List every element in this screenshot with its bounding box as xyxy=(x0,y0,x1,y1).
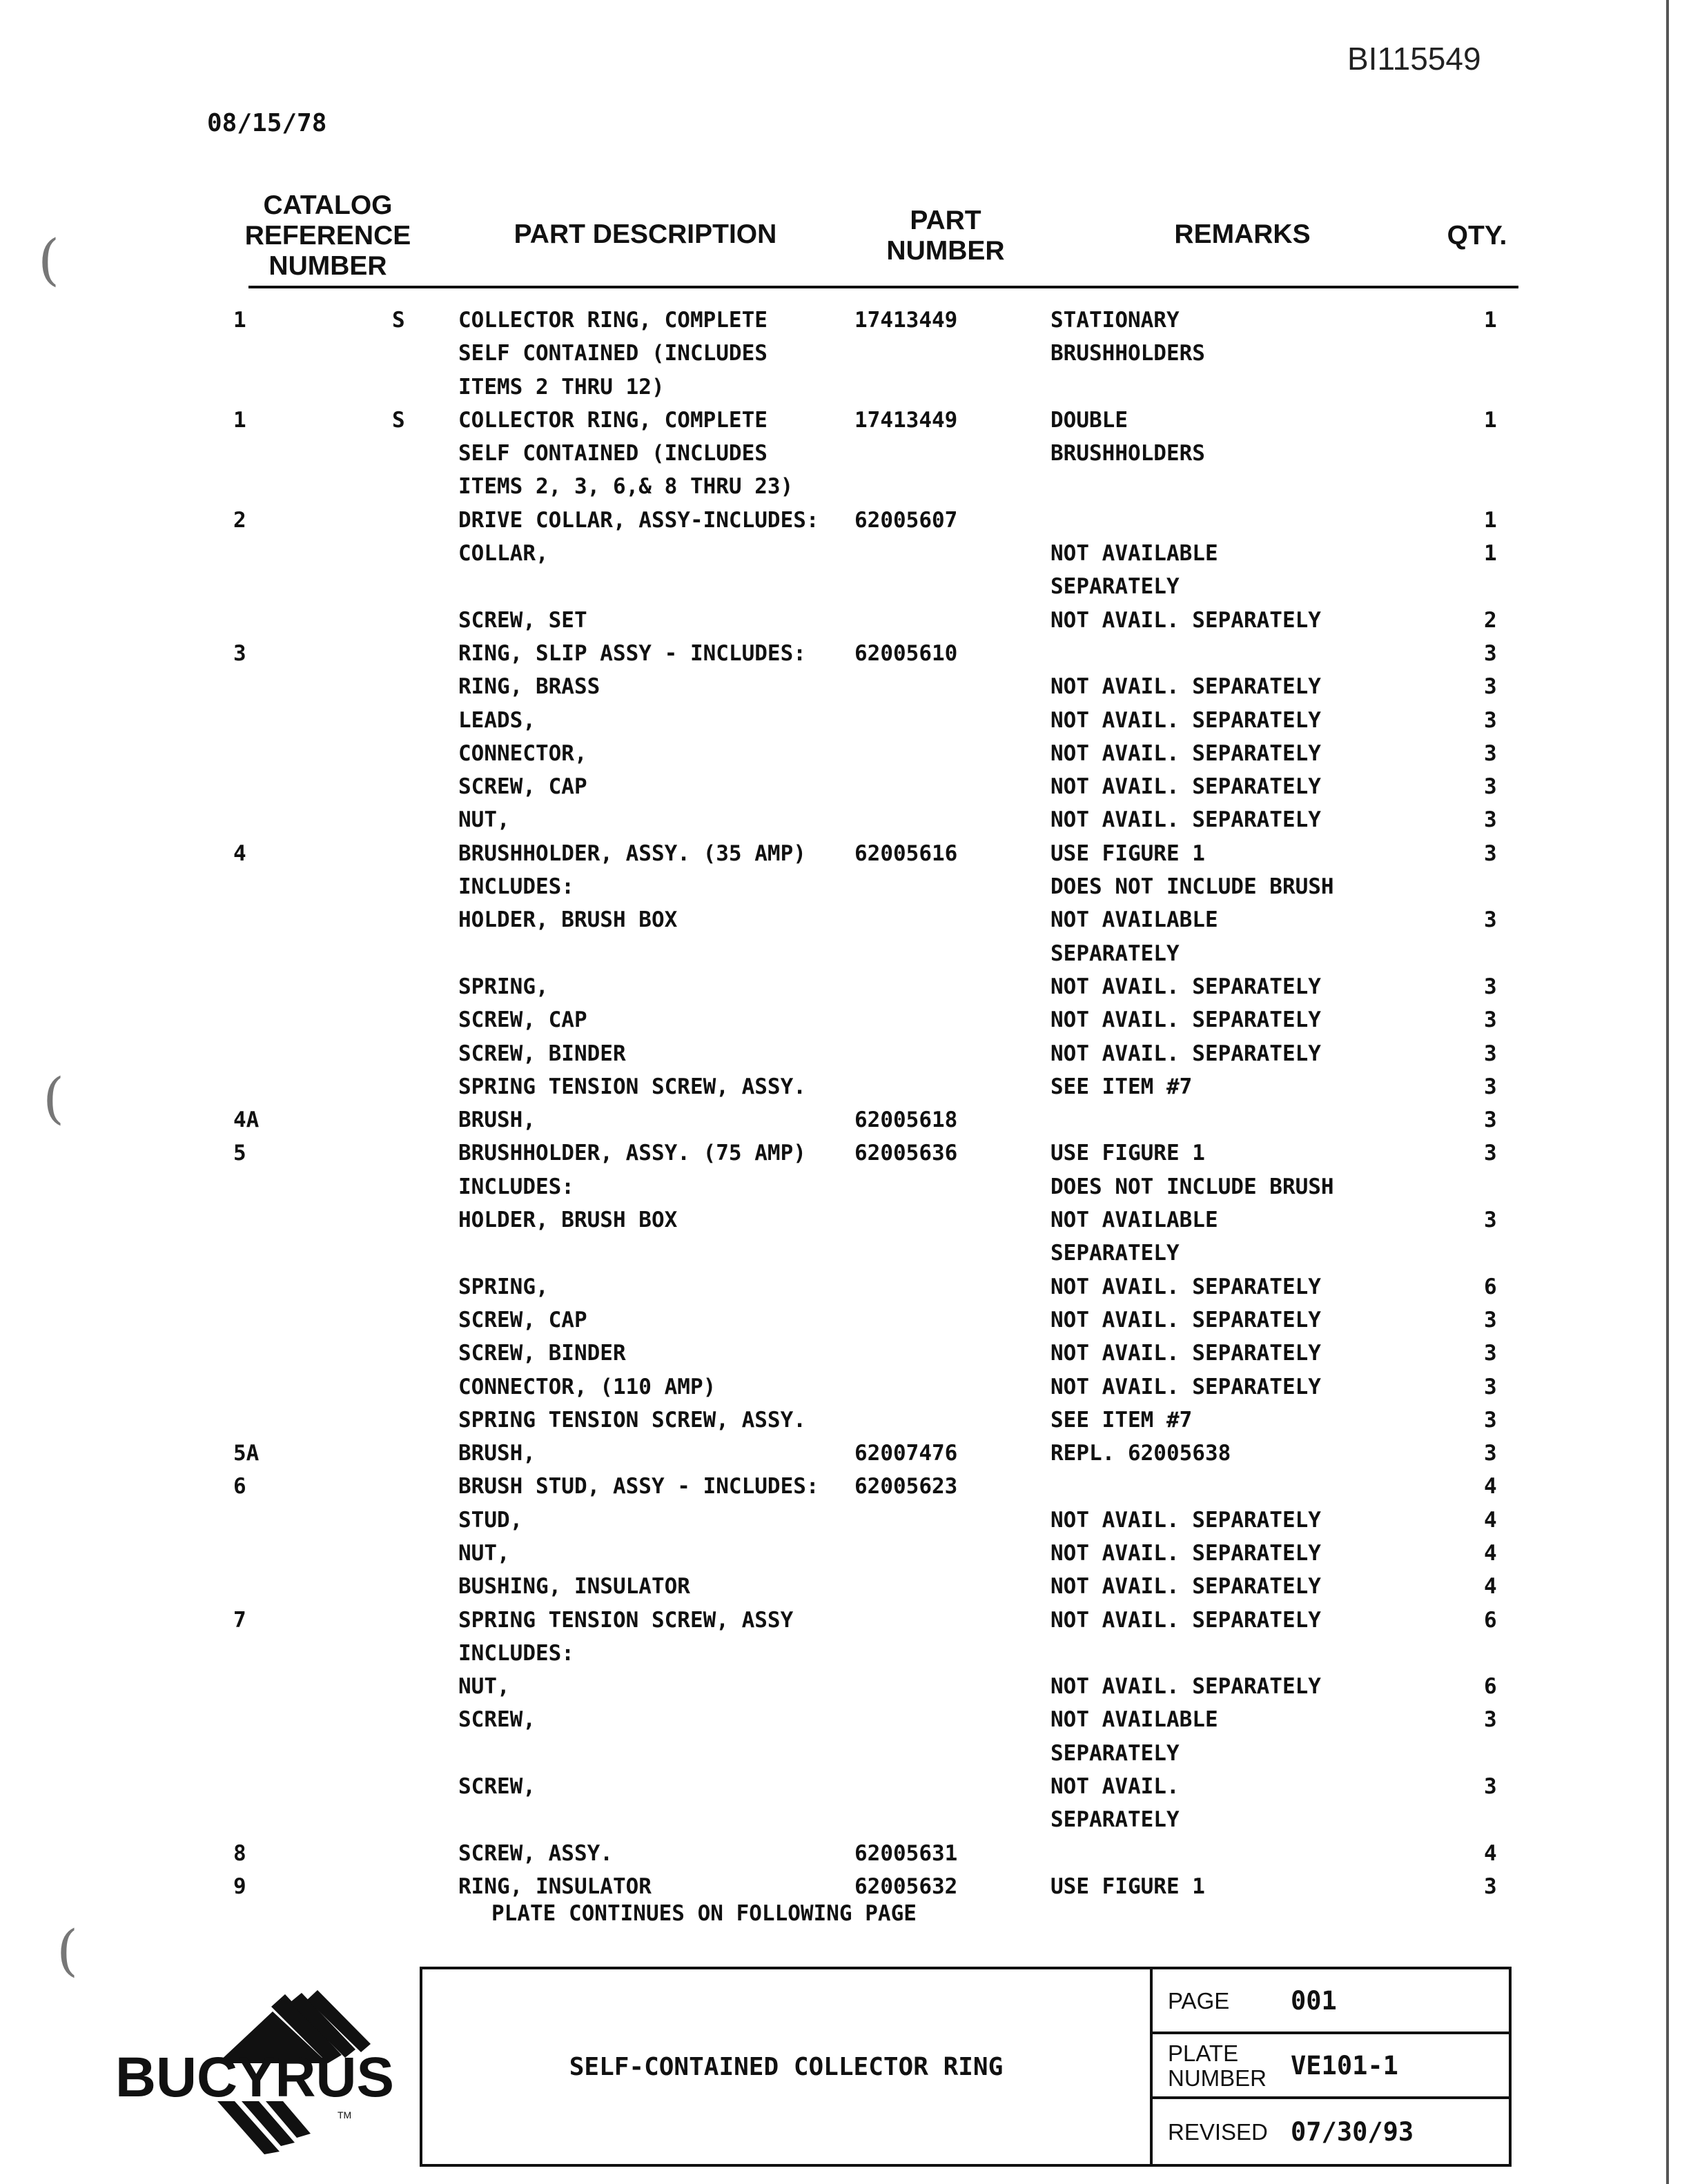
row-qty: 4 xyxy=(1484,1574,1497,1600)
row-part-number: 62005618 xyxy=(854,1108,958,1133)
revised-label: REVISED xyxy=(1168,2119,1268,2145)
row-remarks: NOT AVAIL. SEPARATELY xyxy=(1050,707,1321,733)
row-qty: 3 xyxy=(1484,1141,1497,1166)
row-qty: 3 xyxy=(1484,740,1497,766)
revised-value: 07/30/93 xyxy=(1291,2117,1414,2147)
row-s-flag: S xyxy=(392,407,405,433)
table-row xyxy=(0,1870,1691,1903)
row-remarks: SEE ITEM #7 xyxy=(1050,1074,1193,1099)
row-description: COLLECTOR RING, COMPLETE xyxy=(458,308,768,333)
row-description: SCREW, xyxy=(458,1774,536,1800)
table-row xyxy=(0,1504,1691,1537)
table-row xyxy=(0,1703,1691,1736)
column-header-remarks: REMARKS xyxy=(1174,219,1311,249)
table-row xyxy=(0,1670,1691,1703)
row-qty: 3 xyxy=(1484,1208,1497,1233)
page-label: PAGE xyxy=(1168,1988,1230,2014)
table-row xyxy=(0,1470,1691,1503)
row-description: BRUSH, xyxy=(458,1108,536,1133)
row-description: INCLUDES: xyxy=(458,874,574,900)
row-catalog-ref: 8 xyxy=(233,1840,246,1866)
row-description: ITEMS 2 THRU 12) xyxy=(458,374,665,400)
document-id: BI115549 xyxy=(1347,41,1481,77)
row-remarks: NOT AVAIL. SEPARATELY xyxy=(1050,1674,1321,1700)
header-rule xyxy=(248,286,1518,288)
row-remarks: NOT AVAILABLE xyxy=(1050,1208,1218,1233)
binder-hole-mark: ( xyxy=(38,228,60,292)
row-qty: 2 xyxy=(1484,607,1497,633)
row-part-number: 17413449 xyxy=(854,407,958,433)
row-catalog-ref: 9 xyxy=(233,1873,246,1899)
title-block xyxy=(420,1967,1512,2167)
row-remarks: NOT AVAIL. SEPARATELY xyxy=(1050,807,1321,833)
table-row xyxy=(0,1237,1691,1270)
row-description: BRUSH STUD, ASSY - INCLUDES: xyxy=(458,1474,819,1499)
row-part-number: 62005636 xyxy=(854,1141,958,1166)
table-row xyxy=(0,1037,1691,1070)
table-row xyxy=(0,337,1691,370)
row-qty: 6 xyxy=(1484,1674,1497,1700)
row-description: BUSHING, INSULATOR xyxy=(458,1574,690,1600)
row-remarks: NOT AVAIL. SEPARATELY xyxy=(1050,607,1321,633)
row-remarks: NOT AVAIL. SEPARATELY xyxy=(1050,974,1321,999)
row-description: COLLAR, xyxy=(458,541,549,567)
row-remarks: SEPARATELY xyxy=(1050,574,1180,600)
row-description: SCREW, CAP xyxy=(458,774,587,800)
column-header-catalog-reference: CATALOG REFERENCE NUMBER xyxy=(244,190,411,281)
row-description: HOLDER, BRUSH BOX xyxy=(458,1208,678,1233)
drawing-title: SELF-CONTAINED COLLECTOR RING xyxy=(569,2052,1004,2081)
plate-number-cell xyxy=(1153,2034,1509,2099)
row-description: SCREW, CAP xyxy=(458,1307,587,1332)
row-part-number: 62005631 xyxy=(854,1840,958,1866)
row-part-number: 62007476 xyxy=(854,1441,958,1466)
continuation-note: PLATE CONTINUES ON FOLLOWING PAGE xyxy=(491,1901,917,1926)
column-header-qty: QTY. xyxy=(1447,221,1507,250)
row-description: SCREW, BINDER xyxy=(458,1041,626,1066)
row-qty: 4 xyxy=(1484,1540,1497,1566)
row-description: SPRING, xyxy=(458,1274,549,1299)
row-qty: 3 xyxy=(1484,1341,1497,1366)
row-remarks: SEPARATELY xyxy=(1050,941,1180,966)
row-remarks: USE FIGURE 1 xyxy=(1050,1873,1205,1899)
row-qty: 3 xyxy=(1484,974,1497,999)
row-qty: 1 xyxy=(1484,407,1497,433)
row-description: NUT, xyxy=(458,807,510,833)
row-qty: 3 xyxy=(1484,1873,1497,1899)
row-catalog-ref: 7 xyxy=(233,1607,246,1633)
table-row xyxy=(0,1404,1691,1437)
row-description: SPRING TENSION SCREW, ASSY xyxy=(458,1607,794,1633)
row-description: BRUSHHOLDER, ASSY. (35 AMP) xyxy=(458,840,806,866)
row-s-flag: S xyxy=(392,308,405,333)
row-description: CONNECTOR, (110 AMP) xyxy=(458,1374,716,1399)
row-catalog-ref: 3 xyxy=(233,640,246,666)
table-row xyxy=(0,1737,1691,1770)
table-row xyxy=(0,670,1691,703)
table-row xyxy=(0,304,1691,337)
row-remarks: NOT AVAIL. SEPARATELY xyxy=(1050,1274,1321,1299)
table-row xyxy=(0,437,1691,470)
table-row xyxy=(0,903,1691,936)
row-remarks: NOT AVAIL. SEPARATELY xyxy=(1050,1574,1321,1600)
column-header-part-description: PART DESCRIPTION xyxy=(514,219,777,249)
row-qty: 6 xyxy=(1484,1607,1497,1633)
bucyrus-logo xyxy=(114,1974,404,2167)
row-qty: 3 xyxy=(1484,1307,1497,1332)
table-row xyxy=(0,1370,1691,1404)
row-description: SCREW, SET xyxy=(458,607,587,633)
table-row xyxy=(0,1437,1691,1470)
row-remarks: NOT AVAIL. SEPARATELY xyxy=(1050,774,1321,800)
row-description: NUT, xyxy=(458,1540,510,1566)
table-row xyxy=(0,1003,1691,1036)
row-qty: 3 xyxy=(1484,1707,1497,1733)
row-remarks: SEE ITEM #7 xyxy=(1050,1407,1193,1433)
table-row xyxy=(0,970,1691,1003)
plate-number-label: PLATE NUMBER xyxy=(1168,2040,1267,2091)
row-description: DRIVE COLLAR, ASSY-INCLUDES: xyxy=(458,507,819,533)
row-description: RING, SLIP ASSY - INCLUDES: xyxy=(458,640,806,666)
row-qty: 3 xyxy=(1484,674,1497,700)
binder-hole-mark: ( xyxy=(43,1066,65,1130)
row-qty: 3 xyxy=(1484,1108,1497,1133)
row-part-number: 62005616 xyxy=(854,840,958,866)
row-qty: 4 xyxy=(1484,1840,1497,1866)
table-row xyxy=(0,803,1691,836)
row-remarks: NOT AVAIL. SEPARATELY xyxy=(1050,1007,1321,1033)
row-remarks: NOT AVAIL. SEPARATELY xyxy=(1050,1507,1321,1533)
row-description: SPRING, xyxy=(458,974,549,999)
page-value: 001 xyxy=(1291,1986,1337,2016)
table-row xyxy=(0,637,1691,670)
table-row xyxy=(0,1303,1691,1337)
row-qty: 6 xyxy=(1484,1274,1497,1299)
logo-wordmark: BUCYRUS xyxy=(115,2046,394,2109)
row-description: SPRING TENSION SCREW, ASSY. xyxy=(458,1407,806,1433)
table-row xyxy=(0,604,1691,637)
table-row xyxy=(0,1170,1691,1203)
row-description: SCREW, CAP xyxy=(458,1007,587,1033)
row-description: SCREW, BINDER xyxy=(458,1341,626,1366)
row-qty: 3 xyxy=(1484,840,1497,866)
row-remarks: DOES NOT INCLUDE BRUSH xyxy=(1050,874,1334,900)
row-catalog-ref: 6 xyxy=(233,1474,246,1499)
row-description: SCREW, xyxy=(458,1707,536,1733)
row-remarks: SEPARATELY xyxy=(1050,1740,1180,1766)
table-row xyxy=(0,1270,1691,1303)
row-catalog-ref: 1 xyxy=(233,407,246,433)
table-row xyxy=(0,537,1691,570)
row-description: CONNECTOR, xyxy=(458,740,587,766)
row-remarks: NOT AVAIL. SEPARATELY xyxy=(1050,1607,1321,1633)
row-remarks: NOT AVAIL. SEPARATELY xyxy=(1050,1307,1321,1332)
table-row xyxy=(0,1604,1691,1637)
row-remarks: USE FIGURE 1 xyxy=(1050,840,1205,866)
row-part-number: 62005632 xyxy=(854,1873,958,1899)
table-row xyxy=(0,1770,1691,1803)
row-description: SPRING TENSION SCREW, ASSY. xyxy=(458,1074,806,1099)
table-row xyxy=(0,937,1691,970)
table-row xyxy=(0,404,1691,437)
row-remarks: NOT AVAIL. SEPARATELY xyxy=(1050,1341,1321,1366)
row-catalog-ref: 5A xyxy=(233,1441,260,1466)
row-remarks: NOT AVAILABLE xyxy=(1050,541,1218,567)
row-remarks: REPL. 62005638 xyxy=(1050,1441,1231,1466)
revised-cell xyxy=(1153,2099,1509,2164)
row-remarks: NOT AVAIL. SEPARATELY xyxy=(1050,674,1321,700)
row-remarks: NOT AVAIL. SEPARATELY xyxy=(1050,1374,1321,1399)
row-remarks: BRUSHHOLDERS xyxy=(1050,441,1205,466)
row-qty: 3 xyxy=(1484,640,1497,666)
row-remarks: STATIONARY xyxy=(1050,308,1180,333)
table-row xyxy=(0,1803,1691,1836)
row-description: RING, BRASS xyxy=(458,674,600,700)
table-row xyxy=(0,704,1691,737)
row-qty: 3 xyxy=(1484,1074,1497,1099)
row-catalog-ref: 4 xyxy=(233,840,246,866)
table-row xyxy=(0,1337,1691,1370)
table-row xyxy=(0,1070,1691,1103)
table-row xyxy=(0,371,1691,404)
row-remarks: NOT AVAIL. SEPARATELY xyxy=(1050,1041,1321,1066)
table-row xyxy=(0,837,1691,870)
row-part-number: 62005610 xyxy=(854,640,958,666)
row-part-number: 17413449 xyxy=(854,308,958,333)
row-remarks: USE FIGURE 1 xyxy=(1050,1141,1205,1166)
row-description: INCLUDES: xyxy=(458,1640,574,1666)
row-catalog-ref: 2 xyxy=(233,507,246,533)
row-qty: 3 xyxy=(1484,1774,1497,1800)
parts-table xyxy=(0,304,1691,1903)
row-qty: 1 xyxy=(1484,308,1497,333)
page-cell xyxy=(1153,1969,1509,2034)
row-remarks: NOT AVAIL. SEPARATELY xyxy=(1050,1540,1321,1566)
row-qty: 3 xyxy=(1484,907,1497,933)
row-remarks: SEPARATELY xyxy=(1050,1807,1180,1833)
table-row xyxy=(0,1203,1691,1237)
row-qty: 3 xyxy=(1484,707,1497,733)
table-row xyxy=(0,737,1691,770)
row-description: BRUSH, xyxy=(458,1441,536,1466)
row-description: SCREW, ASSY. xyxy=(458,1840,613,1866)
row-description: SELF CONTAINED (INCLUDES xyxy=(458,441,768,466)
row-remarks: NOT AVAIL. xyxy=(1050,1774,1180,1800)
row-qty: 3 xyxy=(1484,1441,1497,1466)
column-header-part-number: PART NUMBER xyxy=(886,206,1005,266)
row-part-number: 62005623 xyxy=(854,1474,958,1499)
plate-number-value: VE101-1 xyxy=(1291,2051,1398,2080)
table-row xyxy=(0,1103,1691,1137)
row-qty: 1 xyxy=(1484,541,1497,567)
row-remarks: BRUSHHOLDERS xyxy=(1050,341,1205,366)
table-row xyxy=(0,470,1691,503)
row-description: SELF CONTAINED (INCLUDES xyxy=(458,341,768,366)
row-part-number: 62005607 xyxy=(854,507,958,533)
row-qty: 4 xyxy=(1484,1507,1497,1533)
row-remarks: DOES NOT INCLUDE BRUSH xyxy=(1050,1174,1334,1199)
table-row xyxy=(0,770,1691,803)
row-catalog-ref: 4A xyxy=(233,1108,260,1133)
row-description: ITEMS 2, 3, 6,& 8 THRU 23) xyxy=(458,474,794,500)
row-remarks: DOUBLE xyxy=(1050,407,1128,433)
row-qty: 1 xyxy=(1484,507,1497,533)
row-description: LEADS, xyxy=(458,707,536,733)
row-remarks: SEPARATELY xyxy=(1050,1241,1180,1266)
table-row xyxy=(0,870,1691,903)
row-qty: 3 xyxy=(1484,1374,1497,1399)
row-qty: 3 xyxy=(1484,1041,1497,1066)
table-row xyxy=(0,504,1691,537)
table-row xyxy=(0,1570,1691,1603)
table-row xyxy=(0,1637,1691,1670)
row-description: RING, INSULATOR xyxy=(458,1873,652,1899)
row-remarks: NOT AVAIL. SEPARATELY xyxy=(1050,740,1321,766)
row-qty: 3 xyxy=(1484,807,1497,833)
row-qty: 3 xyxy=(1484,1407,1497,1433)
row-description: INCLUDES: xyxy=(458,1174,574,1199)
table-row xyxy=(0,1137,1691,1170)
table-row xyxy=(0,1837,1691,1870)
print-date: 08/15/78 xyxy=(207,109,327,137)
row-description: COLLECTOR RING, COMPLETE xyxy=(458,407,768,433)
row-description: NUT, xyxy=(458,1674,510,1700)
row-description: STUD, xyxy=(458,1507,523,1533)
row-description: HOLDER, BRUSH BOX xyxy=(458,907,678,933)
row-catalog-ref: 1 xyxy=(233,308,246,333)
table-row xyxy=(0,1537,1691,1570)
binder-hole-mark: ( xyxy=(57,1918,79,1983)
row-qty: 4 xyxy=(1484,1474,1497,1499)
row-catalog-ref: 5 xyxy=(233,1141,246,1166)
row-description: BRUSHHOLDER, ASSY. (75 AMP) xyxy=(458,1141,806,1166)
table-row xyxy=(0,570,1691,603)
row-qty: 3 xyxy=(1484,1007,1497,1033)
row-qty: 3 xyxy=(1484,774,1497,800)
row-remarks: NOT AVAILABLE xyxy=(1050,1707,1218,1733)
logo-trademark: TM xyxy=(338,2109,352,2121)
row-remarks: NOT AVAILABLE xyxy=(1050,907,1218,933)
